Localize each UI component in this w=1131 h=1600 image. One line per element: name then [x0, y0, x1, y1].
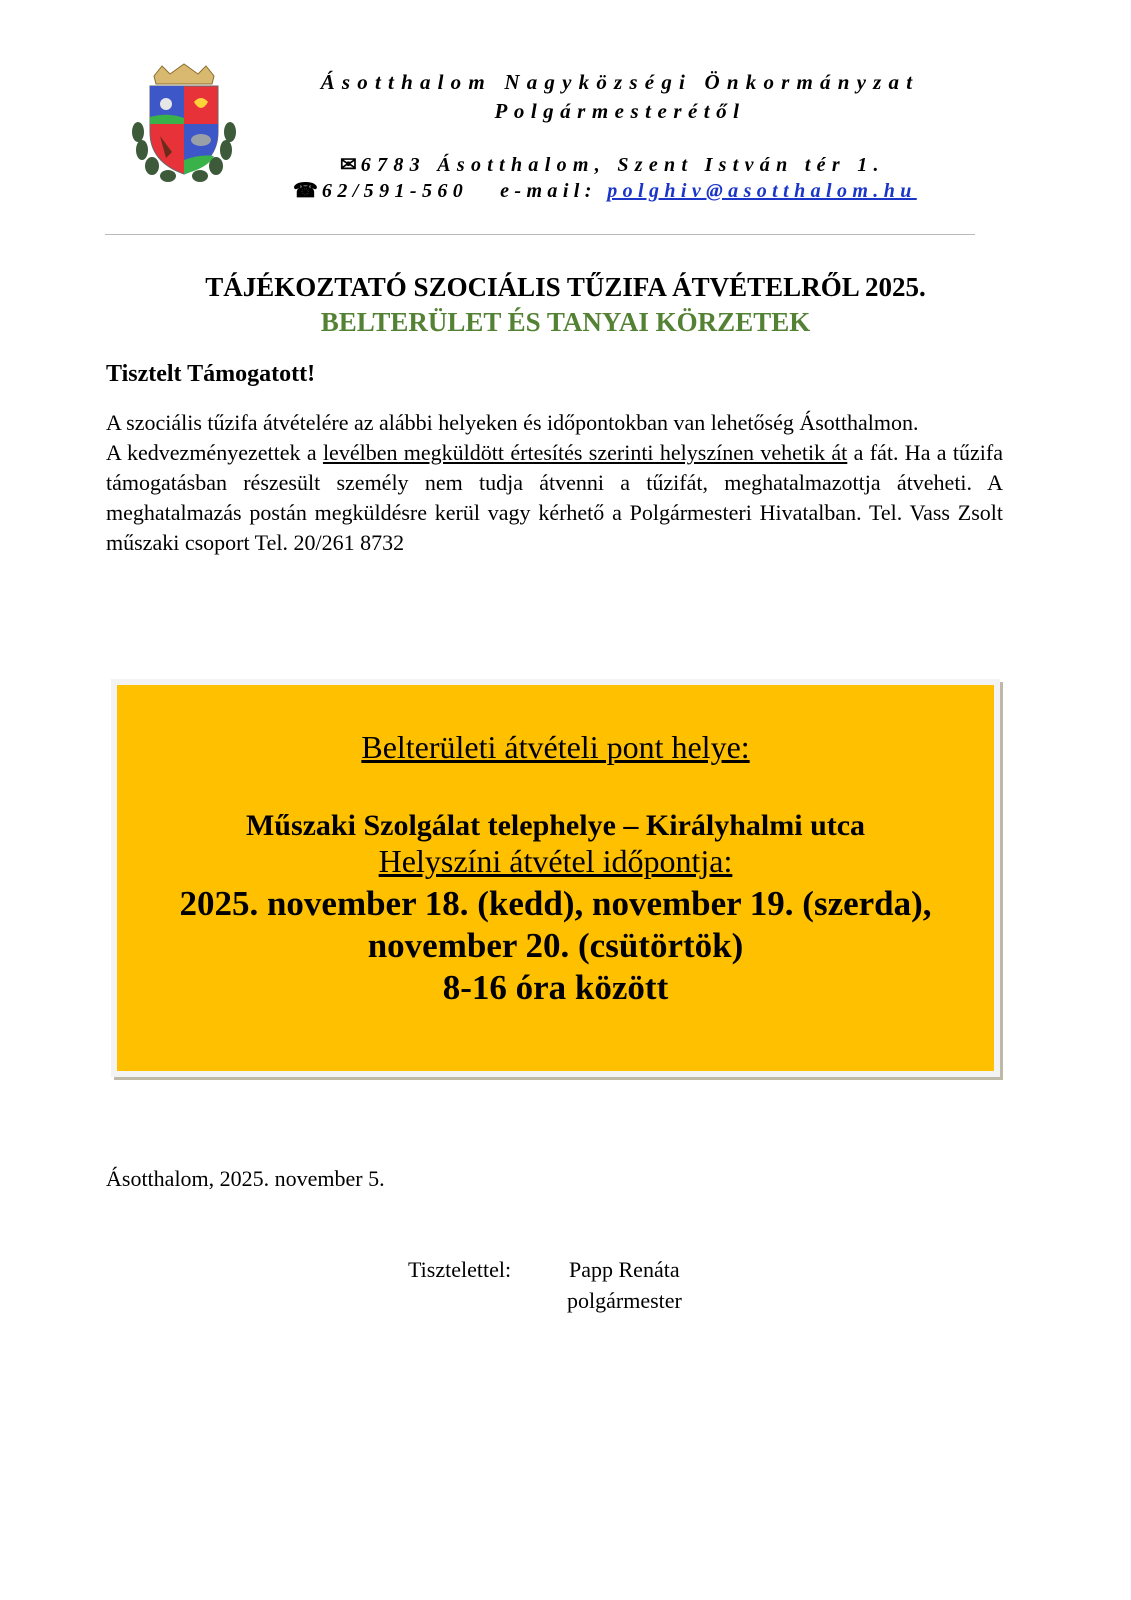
- closing-phrase: Tisztelettel:: [408, 1257, 512, 1282]
- paragraph-details-prefix: A kedvezményezettek a: [106, 440, 323, 465]
- place-and-date: Ásotthalom, 2025. november 5.: [106, 1166, 385, 1191]
- document-subtitle: BELTERÜLET ÉS TANYAI KÖRZETEK: [320, 307, 811, 337]
- email-link[interactable]: polghiv@asotthalom.hu: [607, 180, 917, 202]
- body-text: [106, 408, 1003, 558]
- address-line: [340, 152, 885, 177]
- pickup-dates-line2: november 20. (csütörtök): [367, 926, 744, 965]
- email-label: e-mail:: [500, 180, 597, 202]
- pickup-location: Műszaki Szolgálat telephelye – Királyhalmi utca: [245, 809, 866, 842]
- pickup-time-heading: Helyszíni átvétel időpontja:: [378, 843, 733, 879]
- letterhead: [290, 68, 950, 126]
- paragraph-details-underlined: levélben megküldött értesítés szerinti helyszínen vehetik át: [322, 440, 848, 465]
- contact-line: [293, 178, 917, 203]
- pickup-dates: [117, 883, 994, 1009]
- coat-of-arms-icon: [128, 62, 240, 186]
- pickup-notice-panel: [117, 685, 994, 1071]
- address: 6783 Ásotthalom, Szent István tér 1.: [360, 154, 885, 176]
- phone-number: 62/591-560: [321, 180, 469, 202]
- pickup-location-heading: Belterületi átvételi pont helye:: [361, 729, 750, 765]
- organization-name: Ásotthalom Nagyközségi Önkormányzat: [320, 70, 920, 94]
- pickup-dates-line1: 2025. november 18. (kedd), november 19. (szerda),: [179, 884, 932, 923]
- document-title: TÁJÉKOZTATÓ SZOCIÁLIS TŰZIFA ÁTVÉTELRŐL 2025.: [205, 272, 926, 302]
- organization-office: Polgármesterétől: [494, 99, 746, 123]
- pickup-notice-box: [111, 679, 1000, 1077]
- envelope-icon: ✉: [340, 154, 357, 176]
- signer-name: Papp Renáta: [569, 1257, 680, 1282]
- signer-title: polgármester: [567, 1288, 682, 1313]
- paragraph-intro: A szociális tűzifa átvételére az alábbi helyeken és időpontokban van lehetőség Ásotthalmon.: [106, 410, 919, 435]
- pickup-hours: 8-16 óra között: [442, 968, 669, 1007]
- paragraph-details-suffix: a fát. Ha a tűzifa támogatásban részesült személy nem tudja átvenni a tűzifát, meghatalmazottja átveheti. A meghatalmazás postán megküldésre kerül vagy kérhető a Polgármesteri Hivatalban. Tel. Vass Zsolt műszaki csoport Tel. 20/261 8732: [106, 440, 1003, 555]
- telephone-icon: ☎: [293, 180, 318, 202]
- header-divider: [105, 234, 975, 235]
- paragraph-details: [106, 438, 1003, 558]
- greeting: Tisztelt Támogatott!: [106, 361, 316, 387]
